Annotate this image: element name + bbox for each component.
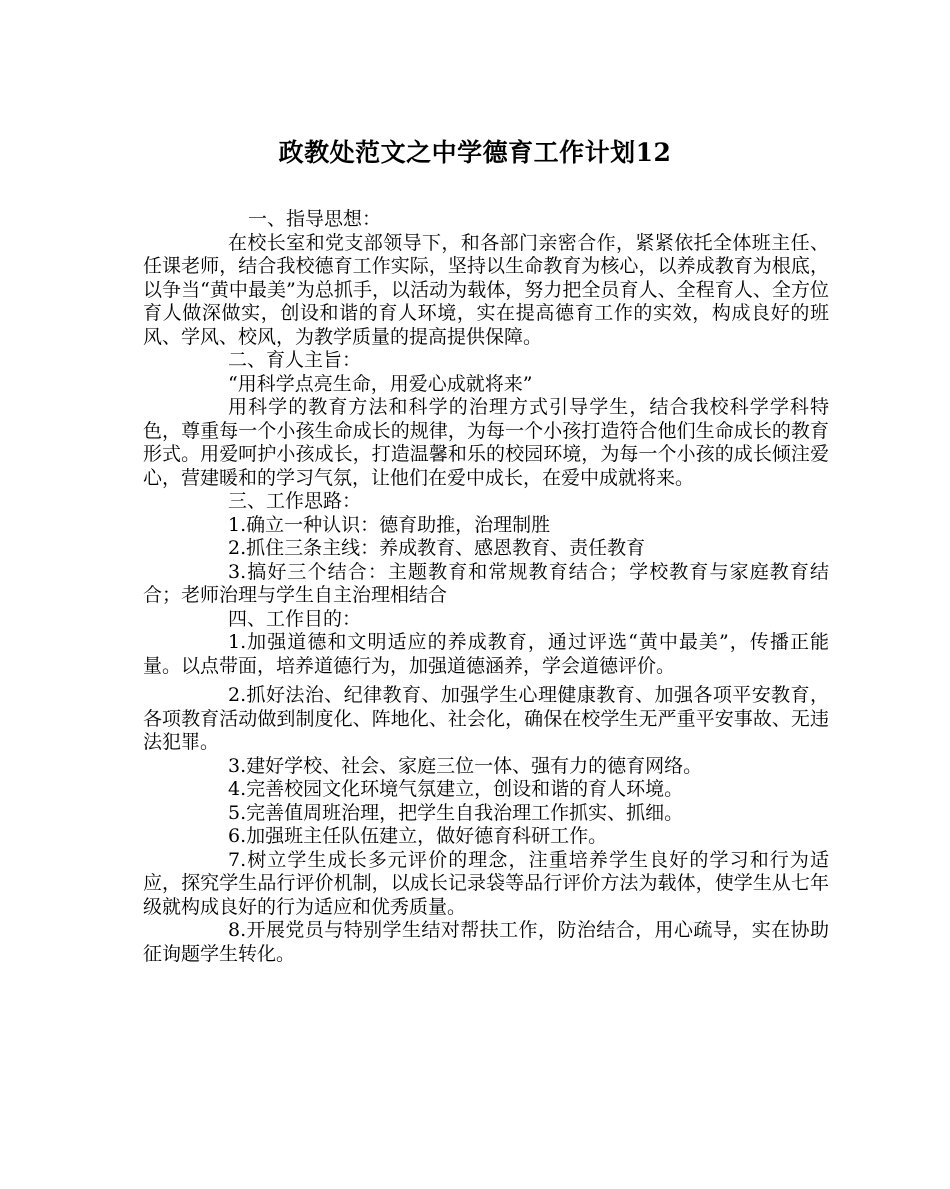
approach-item-2: 2.抓住三条主线：养成教育、感恩教育、责任教育 xyxy=(228,537,646,559)
goal-item-1: 1.加强道德和文明适应的养成教育，通过评选“黄中最美”，传播正能量。以点带面，培养道德行为，加强道德涵养，学会道德评价。 xyxy=(143,631,829,677)
goal-item-3: 3.建好学校、社会、家庭三位一体、强有力的德育网络。 xyxy=(228,754,703,777)
motto-line: “用科学点亮生命，用爱心成就将来” xyxy=(228,372,533,395)
goal-item-5: 5.完善值周班治理，把学生自我治理工作抓实、抓细。 xyxy=(228,801,684,824)
goal-item-7: 7.树立学生成长多元评价的理念，注重培养学生良好的学习和行为适应，探究学生品行评价机制，以成长记录袋等品行评价方法为载体，使学生从七年级就构成良好的行为适应和优秀质量。 xyxy=(143,848,829,918)
paragraph-education-purpose: 用科学的教育方法和科学的治理方式引导学生，结合我校科学学科特色，尊重每一个小孩生命成长的规律，为每一个小孩打造符合他们生命成长的教育形式。用爱呵护小孩成长，打造温馨和乐的校园环境，为每一个小孩的成长倾注爱心，营建暖和的学习气氛，让他们在爱中成长，在爱中成就将来。 xyxy=(143,396,829,489)
document-title: 政教处范文之中学德育工作计划12 xyxy=(278,138,672,167)
section-heading-work-goals: 四、工作目的： xyxy=(228,607,362,630)
goal-item-2: 2.抓好法治、纪律教育、加强学生心理健康教育、加强各项平安教育，各项教育活动做到制度化、阵地化、社会化，确保在校学生无严重平安事故、无违法犯罪。 xyxy=(143,684,829,753)
approach-item-3: 3.搞好三个结合：主题教育和常规教育结合；学校教育与家庭教育结合；老师治理与学生自主治理相结合 xyxy=(143,560,829,606)
paragraph-guiding-ideology: 在校长室和党支部领导下，和各部门亲密合作，紧紧依托全体班主任、任课老师，结合我校德育工作实际，坚持以生命教育为核心，以养成教育为根底，以争当“黄中最美”为总抓手，以活动为载体，努力把全员育人、全程育人、全方位育人做深做实，创设和谐的育人环境，实在提高德育工作的实效，构成良好的班风、学风、校风，为教学质量的提高提供保障。 xyxy=(143,231,829,348)
section-heading-work-approach: 三、工作思路： xyxy=(228,490,362,512)
goal-item-6: 6.加强班主任队伍建立，做好德育科研工作。 xyxy=(228,825,608,847)
section-heading-education-purpose: 二、育人主旨： xyxy=(228,349,362,371)
goal-item-8: 8.开展党员与特别学生结对帮扶工作，防治结合，用心疏导，实在协助征询题学生转化。 xyxy=(143,919,829,965)
approach-item-1: 1.确立一种认识：德育助推，治理制胜 xyxy=(228,513,551,536)
section-heading-guiding-ideology: 一、指导思想： xyxy=(248,208,382,230)
goal-item-4: 4.完善校园文化环境气氛建立，创设和谐的育人环境。 xyxy=(228,778,684,800)
document-body xyxy=(143,208,829,966)
